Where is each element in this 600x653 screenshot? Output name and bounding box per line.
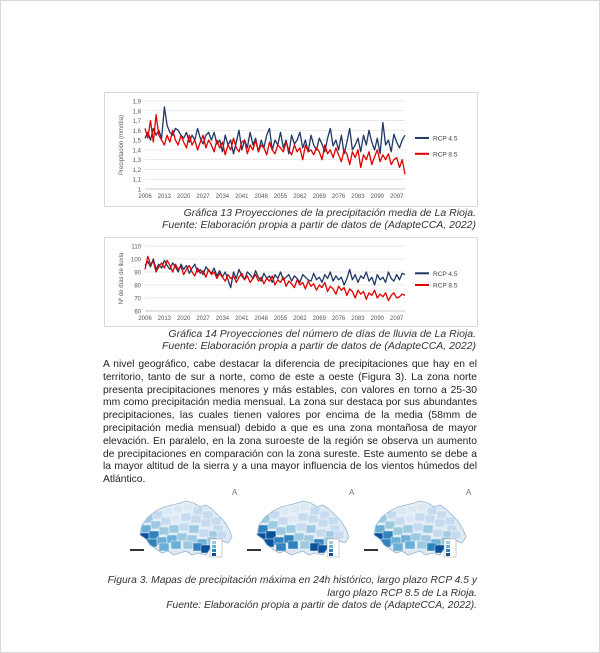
scale-bar bbox=[247, 549, 261, 551]
map-cell bbox=[163, 507, 173, 515]
map-cell bbox=[423, 525, 433, 533]
map-cell bbox=[427, 507, 437, 515]
caption-fig3 bbox=[103, 575, 477, 613]
caption-fig3-line1: Figura 3. Mapas de precipitación máxima en 24h histórico, largo plazo RCP 4.5 y bbox=[107, 575, 477, 586]
x-tick-label: 2020 bbox=[177, 316, 191, 322]
map-cell bbox=[189, 525, 199, 533]
y-tick-label: 80 bbox=[134, 283, 141, 290]
map-rcp85 bbox=[362, 485, 472, 563]
map-cell bbox=[334, 531, 344, 539]
y-tick-label: 100 bbox=[130, 257, 141, 264]
y-tick-label: 1,5 bbox=[132, 138, 141, 145]
y-tick-label: 1,1 bbox=[132, 177, 141, 184]
map-legend-swatch bbox=[329, 541, 333, 544]
caption-fig3-line2: largo plazo RCP 8.5 de La Rioja. bbox=[327, 587, 477, 599]
map-cell bbox=[288, 541, 298, 549]
y-tick-label: 1,3 bbox=[132, 158, 141, 165]
map-cell bbox=[169, 525, 179, 533]
map-cell bbox=[310, 507, 320, 515]
map-cell bbox=[159, 543, 169, 551]
map-cell bbox=[403, 525, 413, 533]
map-cell bbox=[171, 515, 181, 523]
x-tick-label: 2090 bbox=[370, 316, 385, 322]
y-tick-label: 110 bbox=[131, 244, 141, 251]
map-cell bbox=[298, 513, 308, 521]
x-tick-label: 2097 bbox=[390, 194, 404, 200]
y-tick-label: 90 bbox=[134, 270, 141, 277]
x-tick-label: 2006 bbox=[138, 194, 152, 200]
map-legend-swatch bbox=[212, 541, 216, 544]
map-cell bbox=[290, 505, 300, 513]
map-cell bbox=[393, 543, 403, 551]
map-cell bbox=[217, 531, 227, 539]
caption-fig14-line2: Fuente: Elaboración propia a partir de datos de (AdapteCCA, 2022) bbox=[161, 340, 476, 352]
caption-fig14-line1: Gráfica 14 Proyecciones del número de días de lluvia de La Rioja. bbox=[168, 328, 476, 340]
map-cell bbox=[179, 523, 189, 531]
map-cell bbox=[435, 519, 445, 527]
map-cell bbox=[276, 543, 286, 551]
x-tick-label: 2034 bbox=[215, 316, 230, 322]
legend-label: RCP 8.5 bbox=[433, 151, 458, 159]
y-tick-label: 1,8 bbox=[132, 109, 141, 116]
map-corner-label: A bbox=[349, 488, 355, 497]
map-cell bbox=[211, 517, 221, 525]
y-tick-label: 60 bbox=[134, 309, 141, 316]
map-cell bbox=[405, 541, 415, 549]
y-tick-label: 1,7 bbox=[132, 119, 141, 126]
x-tick-label: 2062 bbox=[293, 194, 307, 200]
map-cell bbox=[328, 517, 338, 525]
map-legend-swatch bbox=[329, 553, 333, 556]
map-cell bbox=[201, 519, 211, 527]
map-cell bbox=[288, 515, 298, 523]
x-tick-label: 2027 bbox=[196, 316, 210, 322]
x-tick-label: 2006 bbox=[138, 316, 152, 322]
map-legend-swatch bbox=[329, 549, 333, 552]
map-cell bbox=[435, 545, 445, 553]
map-corner-label: A bbox=[466, 488, 472, 497]
map-cell bbox=[181, 513, 191, 521]
series-line-rcp85 bbox=[145, 256, 405, 300]
map-cell bbox=[183, 541, 193, 549]
map-cell bbox=[280, 507, 290, 515]
map-cell bbox=[411, 533, 421, 541]
map-cell bbox=[433, 529, 443, 537]
map-cell bbox=[318, 545, 328, 553]
x-tick-label: 2076 bbox=[331, 194, 346, 200]
map-cell bbox=[407, 505, 417, 513]
map-cell bbox=[451, 531, 461, 539]
map-legend-swatch bbox=[212, 545, 216, 548]
scale-bar bbox=[364, 549, 378, 551]
x-tick-label: 2048 bbox=[254, 194, 268, 200]
map-cell bbox=[393, 527, 403, 535]
x-tick-label: 2097 bbox=[390, 316, 404, 322]
y-tick-label: 1 bbox=[137, 187, 141, 194]
map-cell bbox=[308, 515, 318, 523]
map-cell bbox=[417, 541, 427, 549]
map-cell bbox=[395, 517, 405, 525]
caption-fig3-line3: Fuente: Elaboración propia a partir de datos de (AdapteCCA, 2022). bbox=[166, 600, 477, 611]
y-tick-label: 1,6 bbox=[132, 128, 141, 135]
map-cell bbox=[316, 529, 326, 537]
x-tick-label: 2083 bbox=[351, 194, 365, 200]
x-tick-label: 2020 bbox=[177, 194, 191, 200]
chart-rain-days-svg bbox=[105, 238, 477, 326]
map-legend-swatch bbox=[446, 545, 450, 548]
map-cell bbox=[173, 505, 183, 513]
map-cell bbox=[306, 525, 316, 533]
x-tick-label: 2083 bbox=[351, 316, 365, 322]
x-tick-label: 2027 bbox=[196, 194, 210, 200]
legend-label: RCP 4.5 bbox=[433, 135, 458, 143]
map-legend-swatch bbox=[212, 553, 216, 556]
map-cell bbox=[425, 515, 435, 523]
scale-bar bbox=[130, 549, 144, 551]
x-tick-label: 2062 bbox=[293, 316, 307, 322]
map-legend-swatch bbox=[329, 545, 333, 548]
x-tick-label: 2055 bbox=[273, 316, 288, 322]
x-tick-label: 2013 bbox=[157, 194, 172, 200]
x-tick-label: 2069 bbox=[312, 316, 326, 322]
map-cell bbox=[183, 503, 193, 511]
x-tick-label: 2041 bbox=[235, 194, 249, 200]
map-legend-swatch bbox=[446, 541, 450, 544]
map-cell bbox=[300, 503, 310, 511]
map-legend-swatch bbox=[446, 549, 450, 552]
x-tick-label: 2034 bbox=[215, 194, 230, 200]
y-tick-label: 1,9 bbox=[132, 99, 141, 106]
body-paragraph: A nivel geográfico, cabe destacar la diferencia de precipitaciones que hay en el territorio, tanto de sur a norte, como de este a oeste (Figura 3). La zona norte presenta precipitaciones menores y más estables, con valores en torno a 25-30 mm como precipitación media mensual. La zona sur destaca por sus abundantes precipitaciones, las cuales tienen valores por encima de la media (58mm de precipitación media mensual) debido a que es una zona montañosa de mayor elevación. En paralelo, en la zona suroeste de la región se observa un aumento de precipitaciones en comparación con la zona sureste. Este aumento se debe a la mayor altitud de la sierra y a una mayor influencia de los vientos húmedos del Atlántico. bbox=[103, 359, 477, 486]
y-tick-label: 70 bbox=[134, 296, 141, 303]
map-corner-label: A bbox=[232, 488, 238, 497]
map-cell bbox=[413, 523, 423, 531]
y-axis-label: Nº de días de lluvia bbox=[119, 252, 125, 305]
map-cell bbox=[286, 525, 296, 533]
map-cell bbox=[415, 513, 425, 521]
map-cell bbox=[199, 529, 209, 537]
legend-label: RCP 4.5 bbox=[433, 270, 458, 278]
map-cell bbox=[405, 515, 415, 523]
map-cell bbox=[300, 541, 310, 549]
map-cell bbox=[161, 517, 171, 525]
x-tick-label: 2090 bbox=[370, 194, 385, 200]
map-cell bbox=[397, 507, 407, 515]
map-cell bbox=[445, 517, 455, 525]
map-cell bbox=[171, 541, 181, 549]
map-rcp45 bbox=[245, 485, 355, 563]
y-tick-label: 1,2 bbox=[132, 167, 141, 174]
map-cell bbox=[193, 507, 203, 515]
map-legend-swatch bbox=[212, 549, 216, 552]
map-cell bbox=[191, 515, 201, 523]
chart-precipitation bbox=[104, 92, 478, 207]
x-tick-label: 2041 bbox=[235, 316, 249, 322]
x-tick-label: 2013 bbox=[157, 316, 172, 322]
y-tick-label: 1,4 bbox=[132, 148, 141, 155]
map-cell bbox=[318, 519, 328, 527]
y-axis-label: Precipitación (mm/día) bbox=[119, 114, 125, 176]
caption-fig13-line2: Fuente: Elaboración propia a partir de datos de (AdapteCCA, 2022) bbox=[161, 219, 476, 231]
map-historic bbox=[128, 485, 238, 563]
x-tick-label: 2076 bbox=[331, 316, 346, 322]
map-cell bbox=[294, 533, 304, 541]
map-cell bbox=[278, 517, 288, 525]
map-legend-swatch bbox=[446, 553, 450, 556]
legend-label: RCP 8.5 bbox=[433, 282, 458, 290]
map-cell bbox=[159, 527, 169, 535]
map-cell bbox=[201, 545, 211, 553]
map-cell bbox=[177, 533, 187, 541]
x-tick-label: 2069 bbox=[312, 194, 326, 200]
map-cell bbox=[417, 503, 427, 511]
caption-fig13-line1: Gráfica 13 Proyecciones de la precipitación media de La Rioja. bbox=[183, 207, 476, 219]
map-cell bbox=[296, 523, 306, 531]
map-cell bbox=[276, 527, 286, 535]
x-tick-label: 2055 bbox=[273, 194, 288, 200]
chart-rain-days bbox=[104, 237, 478, 327]
chart-precipitation-svg bbox=[105, 93, 477, 206]
x-tick-label: 2048 bbox=[254, 316, 268, 322]
